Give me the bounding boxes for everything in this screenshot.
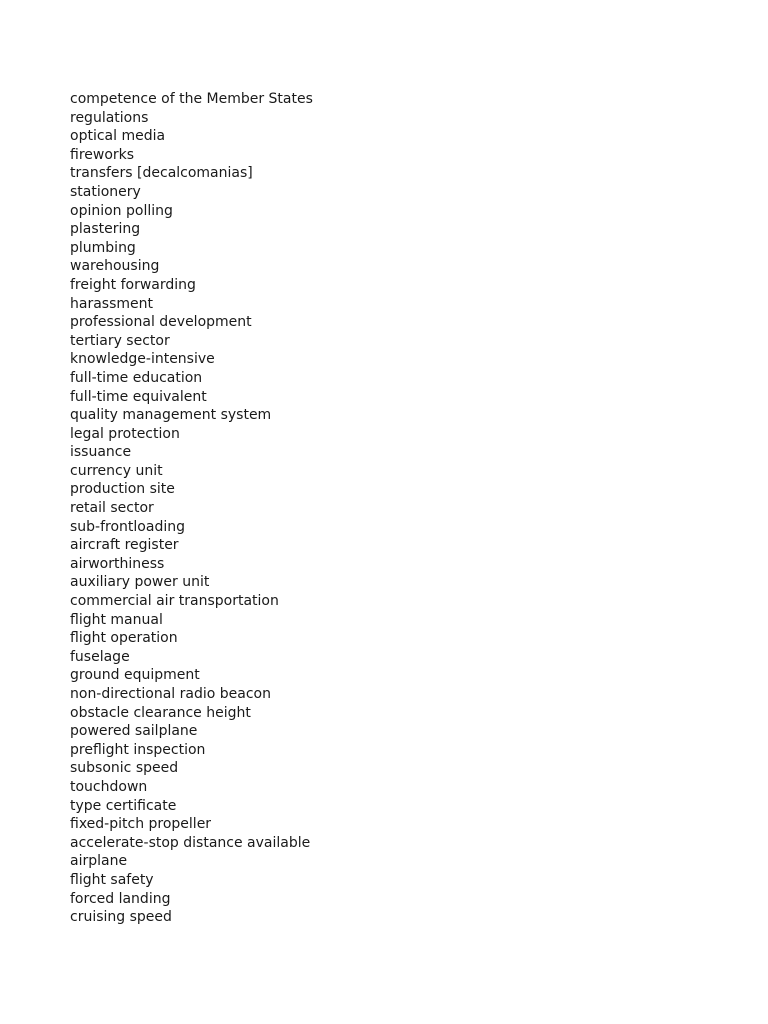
term-item: cruising speed (70, 909, 172, 926)
term-item: plastering (70, 221, 141, 238)
term-item: subsonic speed (70, 760, 179, 777)
term-item: harassment (70, 295, 153, 312)
term-item: quality management system (70, 407, 272, 424)
term-item: preflight inspection (70, 741, 206, 758)
term-item: currency unit (70, 462, 163, 479)
term-item: sub-frontloading (70, 518, 185, 535)
term-item: ground equipment (70, 667, 200, 684)
term-item: type certificate (70, 797, 177, 814)
term-item: legal protection (70, 425, 180, 442)
term-item: commercial air transportation (70, 593, 279, 610)
term-item: obstacle clearance height (70, 704, 251, 721)
term-item: transfers [decalcomanias] (70, 165, 253, 182)
term-item: powered sailplane (70, 723, 198, 740)
term-item: aircraft register (70, 537, 179, 554)
term-item: forced landing (70, 890, 171, 907)
term-item: tertiary sector (70, 332, 170, 349)
term-item: retail sector (70, 500, 154, 517)
term-item: plumbing (70, 239, 136, 256)
term-item: optical media (70, 128, 166, 145)
term-item: production site (70, 481, 175, 498)
term-item: full-time education (70, 369, 203, 386)
term-item: freight forwarding (70, 276, 196, 293)
term-item: flight manual (70, 611, 163, 628)
term-item: non-directional radio beacon (70, 686, 271, 702)
term-item: fuselage (70, 648, 130, 665)
term-item: competence of the Member States (70, 91, 313, 107)
term-item: full-time equivalent (70, 388, 207, 405)
term-item: stationery (70, 183, 141, 200)
term-item: accelerate-stop distance available (70, 834, 311, 851)
term-item: fixed-pitch propeller (70, 816, 212, 833)
term-item: professional development (70, 314, 252, 331)
term-item: warehousing (70, 258, 160, 275)
term-item: regulations (70, 109, 149, 126)
term-list (70, 90, 313, 927)
term-item: knowledge-intensive (70, 351, 215, 368)
term-item: touchdown (70, 778, 148, 795)
term-item: flight safety (70, 871, 154, 888)
term-item: fireworks (70, 146, 135, 163)
term-item: issuance (70, 444, 132, 461)
term-item: flight operation (70, 630, 178, 647)
term-item: airworthiness (70, 555, 165, 572)
term-item: airplane (70, 853, 128, 870)
term-item: opinion polling (70, 202, 173, 219)
term-item: auxiliary power unit (70, 574, 210, 591)
